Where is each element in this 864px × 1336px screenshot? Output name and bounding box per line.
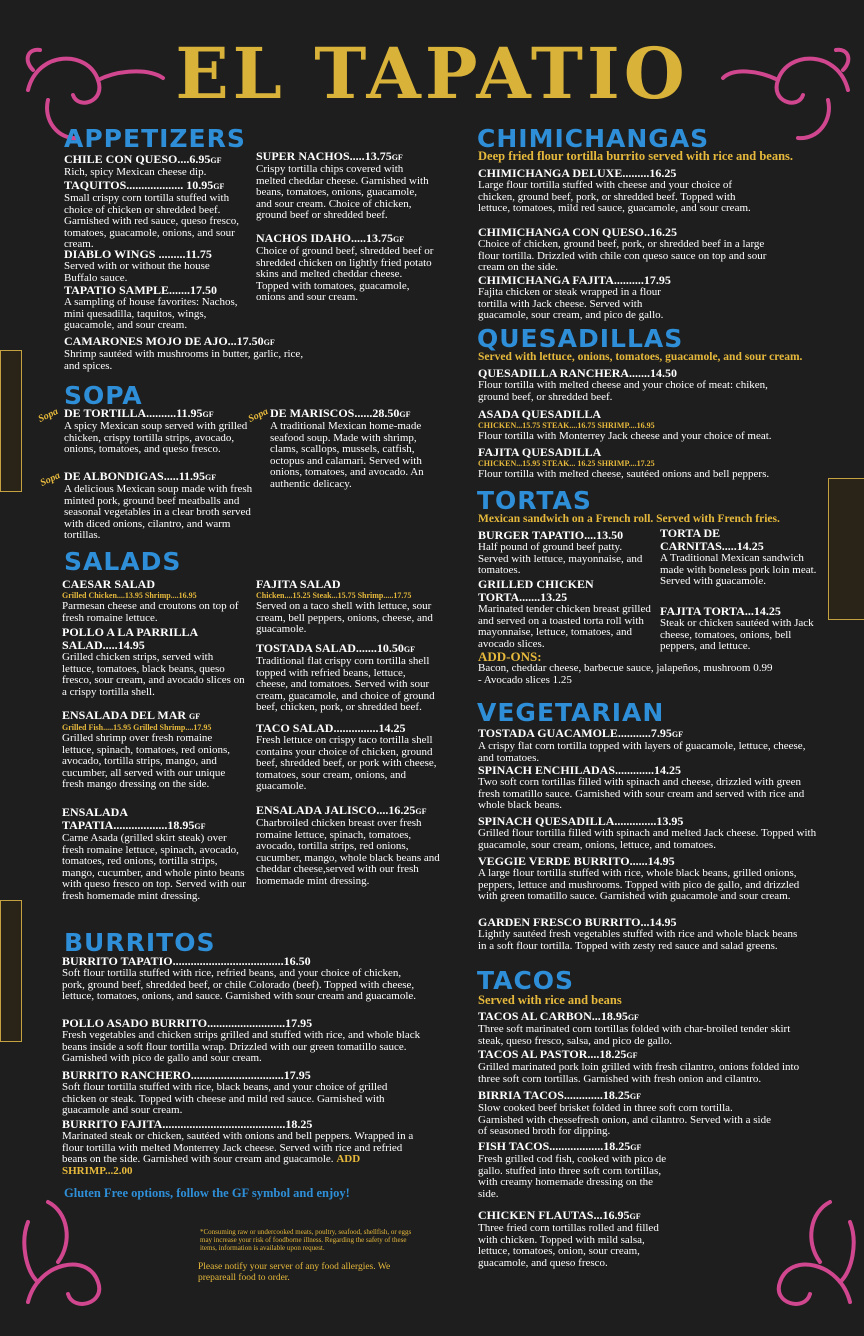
menu-item-taco-salad: TACO SALAD...............14.25 Fresh lettuce on crispy taco tortilla shell contains your choice of chicken, ground beef, shredded beef, or pork with cheese, tomatoes, sour cream, onions, and guacamole. xyxy=(256,721,437,793)
restaurant-title: EL TAPATIO xyxy=(175,32,689,115)
menu-item-spinach-quesadilla: SPINACH QUESADILLA..............13.95 Grilled flour tortilla filled with spinach and melted Jack cheese. Topped with guacamole, sour cream, onions, lettuce, and tomatoes. xyxy=(478,814,817,851)
decorative-tile-right xyxy=(828,478,864,620)
quesadillas-subtitle: Served with lettuce, onions, tomatoes, guacamole, and sour cream. xyxy=(478,351,803,363)
menu-item-fish-tacos: FISH TACOS..................18.25GF Fresh grilled cod fish, cooked with pico de gallo. stuffed into three soft corn tortillas, with creamy homemade dressing on the side. xyxy=(478,1139,667,1200)
menu-item-pollo-asado-burrito: POLLO ASADO BURRITO..........................17.95 Fresh vegetables and chicken strips grilled and stuffed with rice, and whole black beans inside a soft flour tortilla wrap. Drizzled with our green tomatillo sauce. Garnished with pico de gallo and sour cream. xyxy=(62,1016,421,1065)
menu-item-fajita-salad: FAJITA SALAD Chicken....15.25 Steak...15.75 Shrimp.....17.75 Served on a taco shell with lettuce, sour cream, bell peppers, onions, cheese, and guacamole. xyxy=(256,577,433,636)
menu-item-tacos-al-carbon: TACOS AL CARBON...18.95GF Three soft marinated corn tortillas folded with char-broiled tender skirt steak, queso fresco, salsa, and pico de gallo. xyxy=(478,1009,791,1047)
menu-item-sopa-de-tortilla: DE TORTILLA..........11.95GF A spicy Mexican soup served with grilled chicken, crispy tortilla strips, avocado, onions, tomatoes, and queso fresco. xyxy=(64,406,248,456)
gluten-free-note: Gluten Free options, follow the GF symbol and enjoy! xyxy=(64,1186,350,1200)
section-heading-appetizers: APPETIZERS xyxy=(64,124,246,153)
menu-item-tacos-al-pastor: TACOS AL PASTOR....18.25GF Grilled marinated pork loin grilled with fresh cilantro, onions folded into three soft corn tortillas. Garnished with fresh onion and cilantro. xyxy=(478,1047,800,1085)
menu-item-diablo-wings: DIABLO WINGS .........11.75 Served with or without the house Buffalo sauce. xyxy=(64,247,212,284)
section-heading-chimichangas: CHIMICHANGAS xyxy=(477,124,710,153)
raw-food-disclaimer: *Consuming raw or undercooked meats, poultry, seafood, shellfish, or eggs may increase your risk of foodborne illness. Regarding the safety of these items, information is available upon request. xyxy=(200,1228,412,1252)
flourish-ornament-bottom-right xyxy=(740,1182,860,1322)
menu-item-veggie-verde-burrito: VEGGIE VERDE BURRITO......14.95 A large flour tortilla stuffed with rice, whole black beans, grilled onions, peppers, lettuce and mushrooms. Topped with pico de gallo, and drizzled with green tomatillo sauce. Garnished with guacamole and sour cream. xyxy=(478,854,800,903)
menu-item-fajita-torta: FAJITA TORTA...14.25 Steak or chicken sautéed with Jack cheese, tomatoes, onions, bell peppers, and lettuce. xyxy=(660,604,814,653)
menu-item-spinach-enchiladas: SPINACH ENCHILADAS.............14.25 Two soft corn tortillas filled with spinach and cheese, drizzled with green fresh tomatillo sauce. Garnished with sour cream and served with rice and whole black beans. xyxy=(478,763,805,812)
allergy-note: Please notify your server of any food allergies. We prepareall food to order. xyxy=(198,1262,391,1283)
menu-item-super-nachos: SUPER NACHOS.....13.75GF Crispy tortilla chips covered with melted cheddar cheese. Garnished with beans, tomatoes, onions, guacamole, and sour cream. Choice of chicken, ground beef or shredded beef. xyxy=(256,149,429,222)
section-heading-burritos: BURRITOS xyxy=(64,928,216,957)
section-heading-salads: SALADS xyxy=(64,547,182,576)
menu-item-asada-quesadilla: ASADA QUESADILLA CHICKEN...15.75 STEAK....16.75 SHRIMP....16.95 Flour tortilla with Monterrey Jack cheese and your choice of meat. xyxy=(478,407,772,442)
menu-item-ensalada-tapatia: ENSALADA TAPATIA..................18.95GF Carne Asada (grilled skirt steak) over fresh romaine lettuce, spinach, avocado, tomatoes, red onions, tortilla strips, mango, cucumber, and whole pinto beans with queso fresco on top. Served with our fresh homemade mint dressing. xyxy=(62,805,246,902)
menu-item-burrito-fajita: BURRITO FAJITA.........................................18.25 Marinated steak or chicken, sautéed with onions and bell peppers. Wrapped in a flour tortilla with melted Monterrey Jack cheese. Served with rice and refried beans on the side. Garnished with sour cream and guacamole. ADD SHRIMP...2.00 xyxy=(62,1117,414,1177)
menu-item-chimichanga-deluxe: CHIMICHANGA DELUXE.........16.25 Large flour tortilla stuffed with cheese and your choice of chicken, ground beef, pork, or shredded beef. Topped with lettuce, tomatoes, mild red sauce, guacamole, and sour cream. xyxy=(478,166,751,215)
menu-item-sopa-de-albondigas: DE ALBONDIGAS.....11.95GF A delicious Mexican soup made with fresh minted pork, ground beef meatballs and seasonal vegetables in a clear broth served with diced onions, cilantro, and warm tortillas. xyxy=(64,469,253,542)
menu-item-sopa-de-mariscos: DE MARISCOS......28.50GF A traditional Mexican home-made seafood soup. Made with shrimp, clams, scallops, mussels, catfish, octopus and calamari. Served with onions, tomatoes, and avocado. An authentic delicacy. xyxy=(270,406,424,490)
decorative-tile-left-2 xyxy=(0,900,22,1042)
menu-item-grilled-chicken-torta: GRILLED CHICKEN TORTA.......13.25 Marinated tender chicken breast grilled and served on a toasted torta roll with mayonnaise, lettuce, tomatoes, and avocado slices. xyxy=(478,577,651,650)
section-heading-vegetarian: VEGETARIAN xyxy=(477,698,665,727)
menu-item-chicken-flautas: CHICKEN FLAUTAS...16.95GF Three fried corn tortillas rolled and filled with chicken. Topped with mild salsa, lettuce, tomatoes, onion, sour cream, guacamole, and queso fresco. xyxy=(478,1208,659,1269)
menu-item-quesadilla-ranchera: QUESADILLA RANCHERA.......14.50 Flour tortilla with melted cheese and your choice of meat: chiken, ground beef, or shredded beef. xyxy=(478,366,768,403)
menu-item-tapatio-sample: TAPATIO SAMPLE.......17.50 A sampling of house favorites: Nachos, mini quesadilla, taquitos, wings, guacamole, and sour cream. xyxy=(64,283,238,332)
menu-item-ensalada-jalisco: ENSALADA JALISCO....16.25GF Charbroiled chicken breast over fresh romaine lettuce, spinach, tomatoes, avocado, tortilla strips, red onions, cucumber, mango, whole black beans and cheddar cheese,served with our fresh homemade mint dressing. xyxy=(256,803,440,887)
menu-item-chimichanga-fajita: CHIMICHANGA FAJITA..........17.95 Fajita chicken or steak wrapped in a flour tortilla with Jack cheese. Served with guacamole, sour cream, and pico de gallo. xyxy=(478,273,671,322)
tortas-add-ons: ADD-ONS: Bacon, cheddar cheese, barbecue sauce, jalapeños, mushroom 0.99 - Avocado slices 1.25 xyxy=(478,649,773,686)
sopa-tag-1: Sopa xyxy=(36,406,60,425)
decorative-tile-left-1 xyxy=(0,350,22,492)
menu-item-birria-tacos: BIRRIA TACOS.............18.25GF Slow cooked beef brisket folded in three soft corn tortilla. Garnished with chessefresh onion, and cilantro. Served with a side of seasoned broth for dipping. xyxy=(478,1088,771,1138)
tacos-subtitle: Served with rice and beans xyxy=(478,993,622,1007)
menu-item-camarones-mojo-de-ajo: CAMARONES MOJO DE AJO...17.50GF Shrimp sautéed with mushrooms in butter, garlic, rice, and spices. xyxy=(64,334,304,372)
menu-item-chile-con-queso: CHILE CON QUESO....6.95GF Rich, spicy Mexican cheese dip. xyxy=(64,152,222,178)
menu-item-chimichanga-con-queso: CHIMICHANGA CON QUESO..16.25 Choice of chicken, ground beef, pork, or shredded beef in a large flour tortilla. Drizzled with chile con queso sauce on top and sour cream on the side. xyxy=(478,225,767,274)
sopa-tag-2: Sopa xyxy=(38,470,62,489)
menu-item-fajita-quesadilla: FAJITA QUESADILLA CHICKEN...15.95 STEAK... 16.25 SHRIMP....17.25 Flour tortilla with melted cheese, sautéed onions and bell peppers. xyxy=(478,445,770,480)
menu-item-ensalada-del-mar: ENSALADA DEL MAR GF Grilled Fish.....15.95 Grilled Shrimp....17.95 Grilled shrimp over fresh romaine lettuce, spinach, tomatoes, red onions, avocado, tortilla strips, mango, and cucumber, all served with our unique fresh mango dressing on the side. xyxy=(62,708,231,791)
menu-item-garden-fresco-burrito: GARDEN FRESCO BURRITO...14.95 Lightly sautéed fresh vegetables stuffed with rice and whole black beans in a soft flour tortilla. Topped with zesty red sauce and salad greens. xyxy=(478,915,798,952)
menu-item-torta-de-carnitas: TORTA DE CARNITAS.....14.25 A Traditional Mexican sandwich made with boneless pork loin meat. Served with guacamole. xyxy=(660,526,817,588)
menu-item-taquitos: TAQUITOS................... 10.95GF Small crispy corn tortilla stuffed with choice of chicken or shredded beef. Garnished with red sauce, queso fresco, tomatoes, guacamole, onions, and sour cream. xyxy=(64,178,240,251)
section-heading-tortas: TORTAS xyxy=(477,486,592,515)
menu-item-caesar-salad: CAESAR SALAD Grilled Chicken....13.95 Shrimp....16.95 Parmesan cheese and croutons on top of fresh romaine lettuce. xyxy=(62,577,239,624)
tortas-subtitle: Mexican sandwich on a French roll. Served with French fries. xyxy=(478,513,780,525)
menu-item-pollo-a-la-parrilla-salad: POLLO A LA PARRILLA SALAD.....14.95 Grilled chicken strips, served with lettuce, tomatoes, black beans, queso fresco, sour cream, and avocado slices on a crispy tortilla shell. xyxy=(62,625,245,698)
section-heading-sopa: SOPA xyxy=(64,381,143,410)
menu-item-burger-tapatio: BURGER TAPATIO....13.50 Half pound of ground beef patty. Served with lettuce, mayonnaise, and tomatoes. xyxy=(478,528,643,577)
menu-item-burrito-tapatio: BURRITO TAPATIO.....................................16.50 Soft flour tortilla stuffed with rice, refried beans, and your choice of chicken, pork, ground beef, shredded beef, or chile Colorado (beef). Topped with cheese, lettuce, tomatoes, onions, and sauce. Garnished with sour cream and guacamole. xyxy=(62,954,417,1003)
flourish-ornament-bottom-left xyxy=(18,1182,138,1322)
chimichangas-subtitle: Deep fried flour tortilla burrito served with rice and beans. xyxy=(478,149,794,163)
section-heading-quesadillas: QUESADILLAS xyxy=(477,324,684,353)
menu-item-nachos-idaho: NACHOS IDAHO.....13.75GF Choice of ground beef, shredded beef or shredded chicken on lightly fried potato skins and melted cheddar cheese. Topped with tomatoes, guacamole, onions and sour cream. xyxy=(256,231,434,304)
section-heading-tacos: TACOS xyxy=(477,966,575,995)
menu-item-tostada-guacamole: TOSTADA GUACAMOLE...........7.95GF A crispy flat corn tortilla topped with layers of guacamole, lettuce, cheese, and tomatoes. xyxy=(478,726,806,764)
menu-item-tostada-salad: TOSTADA SALAD.......10.50GF Traditional flat crispy corn tortilla shell topped with refried beans, lettuce, cheese, and tomatoes. Served with sour cream, guacamole, and choice of ground beef, chicken, pork, or shredded beef. xyxy=(256,641,435,714)
sopa-tag-3: Sopa xyxy=(246,406,270,425)
menu-item-burrito-ranchero: BURRITO RANCHERO...............................17.95 Soft flour tortilla stuffed with rice, black beans, and your choice of grilled chicken or steak. Topped with cheese and mild red sauce. Garnished with guacamole and sour cream. xyxy=(62,1068,388,1117)
